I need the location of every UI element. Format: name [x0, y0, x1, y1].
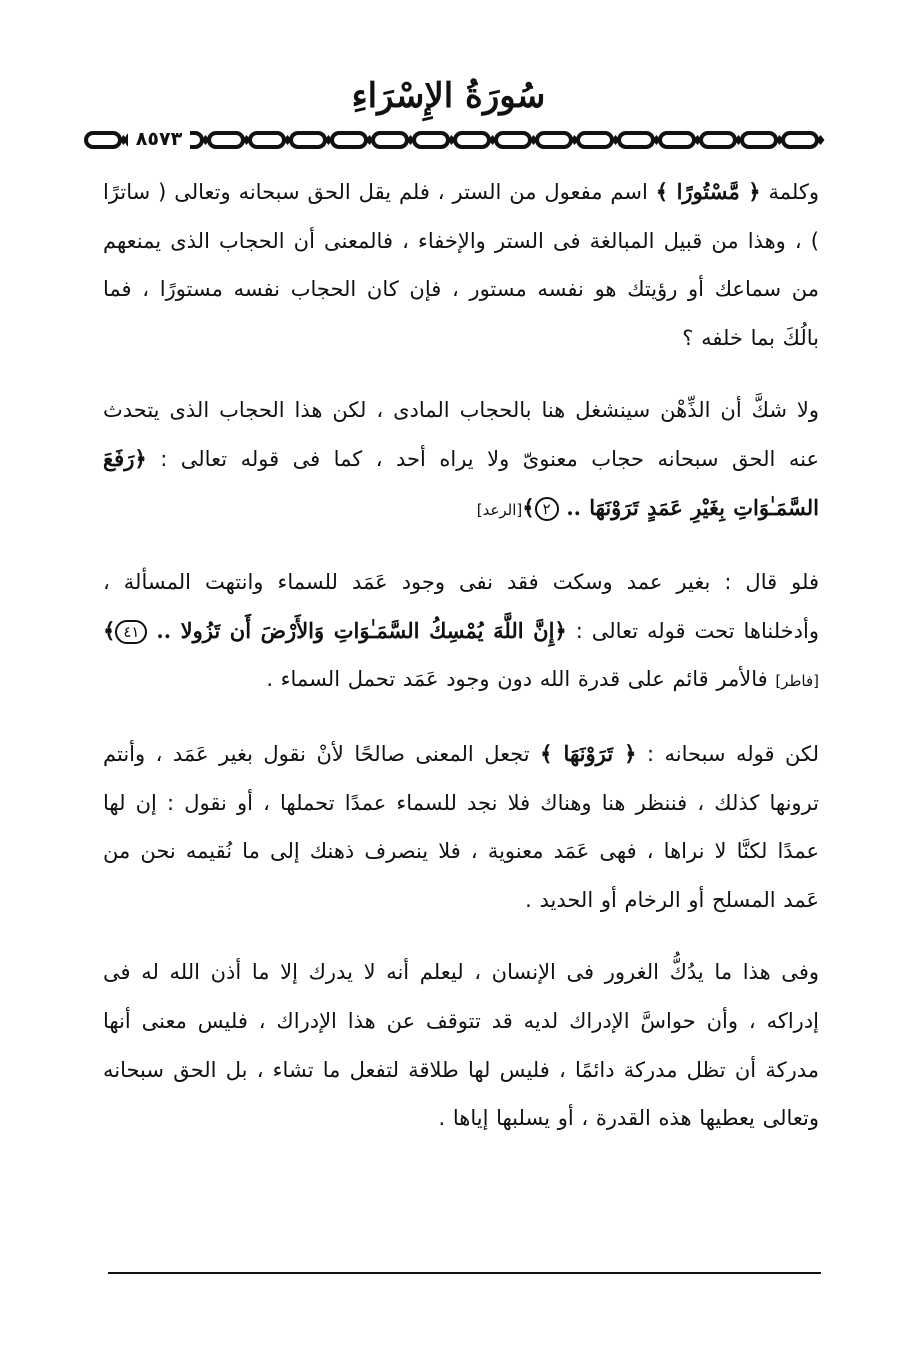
chain-link	[86, 133, 120, 147]
quran-quote: ﴿ تَرَوْنَهَا ﴾	[540, 740, 637, 766]
ayah-number: ٤١	[115, 620, 147, 644]
body-text	[103, 168, 819, 1167]
paragraph-1	[103, 168, 819, 362]
surah-reference: [الرعد]	[476, 500, 523, 519]
page-number: ٨٥٧٣	[128, 125, 190, 153]
paragraph-text: فلو قال : بغير عمد وسكت فقد نفى وجود عَمَد للسماء وانتهت المسألة ، وأدخلناها تحت قوله تعالى :	[103, 570, 819, 643]
ayah-number: ٢	[535, 497, 559, 521]
chain-link	[496, 133, 530, 147]
paragraph-text: تجعل المعنى صالحًا لأنْ نقول بغير عَمَد ، وأنتم ترونها كذلك ، فننظر هنا وهناك فلا نجد للسماء عمدًا تحملها ، أو نقول : إن لها عمدًا لكنَّا لا نراها ، فهى عَمَد معنوية ، فلا ينصرف ذهنك إلى ما نُقيمه نحن من عَمد المسلح أو الرخام أو الحديد .	[103, 741, 819, 912]
chain-link	[291, 133, 325, 147]
surah-title: سُورَةُ الإِسْرَاءِ	[351, 76, 546, 116]
quran-quote-end: ﴾	[522, 494, 535, 520]
paragraph-text: وفى هذا ما يدُكُّ الغرور فى الإنسان ، ليعلم أنه لا يدرك إلا ما أذن الله له فى إدراكه ، وأن حواسَّ الإدراك لديه قد تتوقف عن هذا الإدراك ، فليس معنى أنها مدركة أن تظل مدركة دائمًا ، فليس لها طلاقة لتفعل ما تشاء ، بل الحق سبحانه وتعالى يعطيها هذه القدرة ، أو يسلبها إياها .	[103, 960, 819, 1131]
chain-ornament-icon	[84, 128, 849, 152]
surah-reference: [فاطر]	[775, 672, 819, 691]
quran-quote: ﴿ مَّسْتُورًا ﴾	[655, 179, 761, 204]
quran-quote-end: ﴾	[103, 617, 116, 643]
chain-link	[783, 133, 817, 147]
chain-link	[332, 133, 366, 147]
footer-divider	[108, 1272, 821, 1274]
paragraph-text: فالأمر قائم على قدرة الله دون وجود عَمَد تحمل السماء .	[266, 667, 768, 692]
quran-quote: ﴿إِنَّ اللَّهَ يُمْسِكُ السَّمَـٰوَاتِ وَالأَرْضَ أَن تَزُولا ..	[156, 617, 567, 643]
paragraph-text: لكن قوله سبحانه :	[646, 741, 819, 766]
paragraph-3	[103, 558, 819, 706]
chain-link	[250, 133, 284, 147]
paragraph-text: ولا شكَّ أن الذِّهْن سينشغل هنا بالحجاب المادى ، لكن هذا الحجاب الذى يتحدث عنه الحق سبحانه حجاب معنوىّ ولا يراه أحد ، كما فى قوله تعالى :	[103, 398, 819, 471]
chain-link	[701, 133, 735, 147]
chain-link	[414, 133, 448, 147]
ornamental-divider	[84, 128, 849, 152]
quran-quote: ﴿رَفَعَ السَّمَـٰوَاتِ بِغَيْرِ عَمَدٍ تَرَوْنَهَا ..	[103, 445, 819, 520]
chain-link	[619, 133, 653, 147]
paragraph-5	[103, 948, 819, 1142]
chain-link	[455, 133, 489, 147]
paragraph-4	[103, 730, 819, 924]
chain-link	[660, 133, 694, 147]
paragraph-text: وكلمة	[768, 180, 819, 204]
paragraph-text: اسم مفعول من الستر ، فلم يقل الحق سبحانه وتعالى ( ساترًا ) ، وهذا من قبيل المبالغة فى الستر والإخفاء ، فالمعنى أن الحجاب الذى يمنعهم من سماعك أو رؤيتك هو نفسه مستور ، فإن كان الحجاب نفسه مستورًا ، فما بالُكَ بما خلفه ؟	[103, 180, 819, 350]
chain-link	[209, 133, 243, 147]
chain-link	[742, 133, 776, 147]
chain-link	[537, 133, 571, 147]
paragraph-2	[103, 386, 819, 534]
chain-link	[578, 133, 612, 147]
chain-link	[373, 133, 407, 147]
